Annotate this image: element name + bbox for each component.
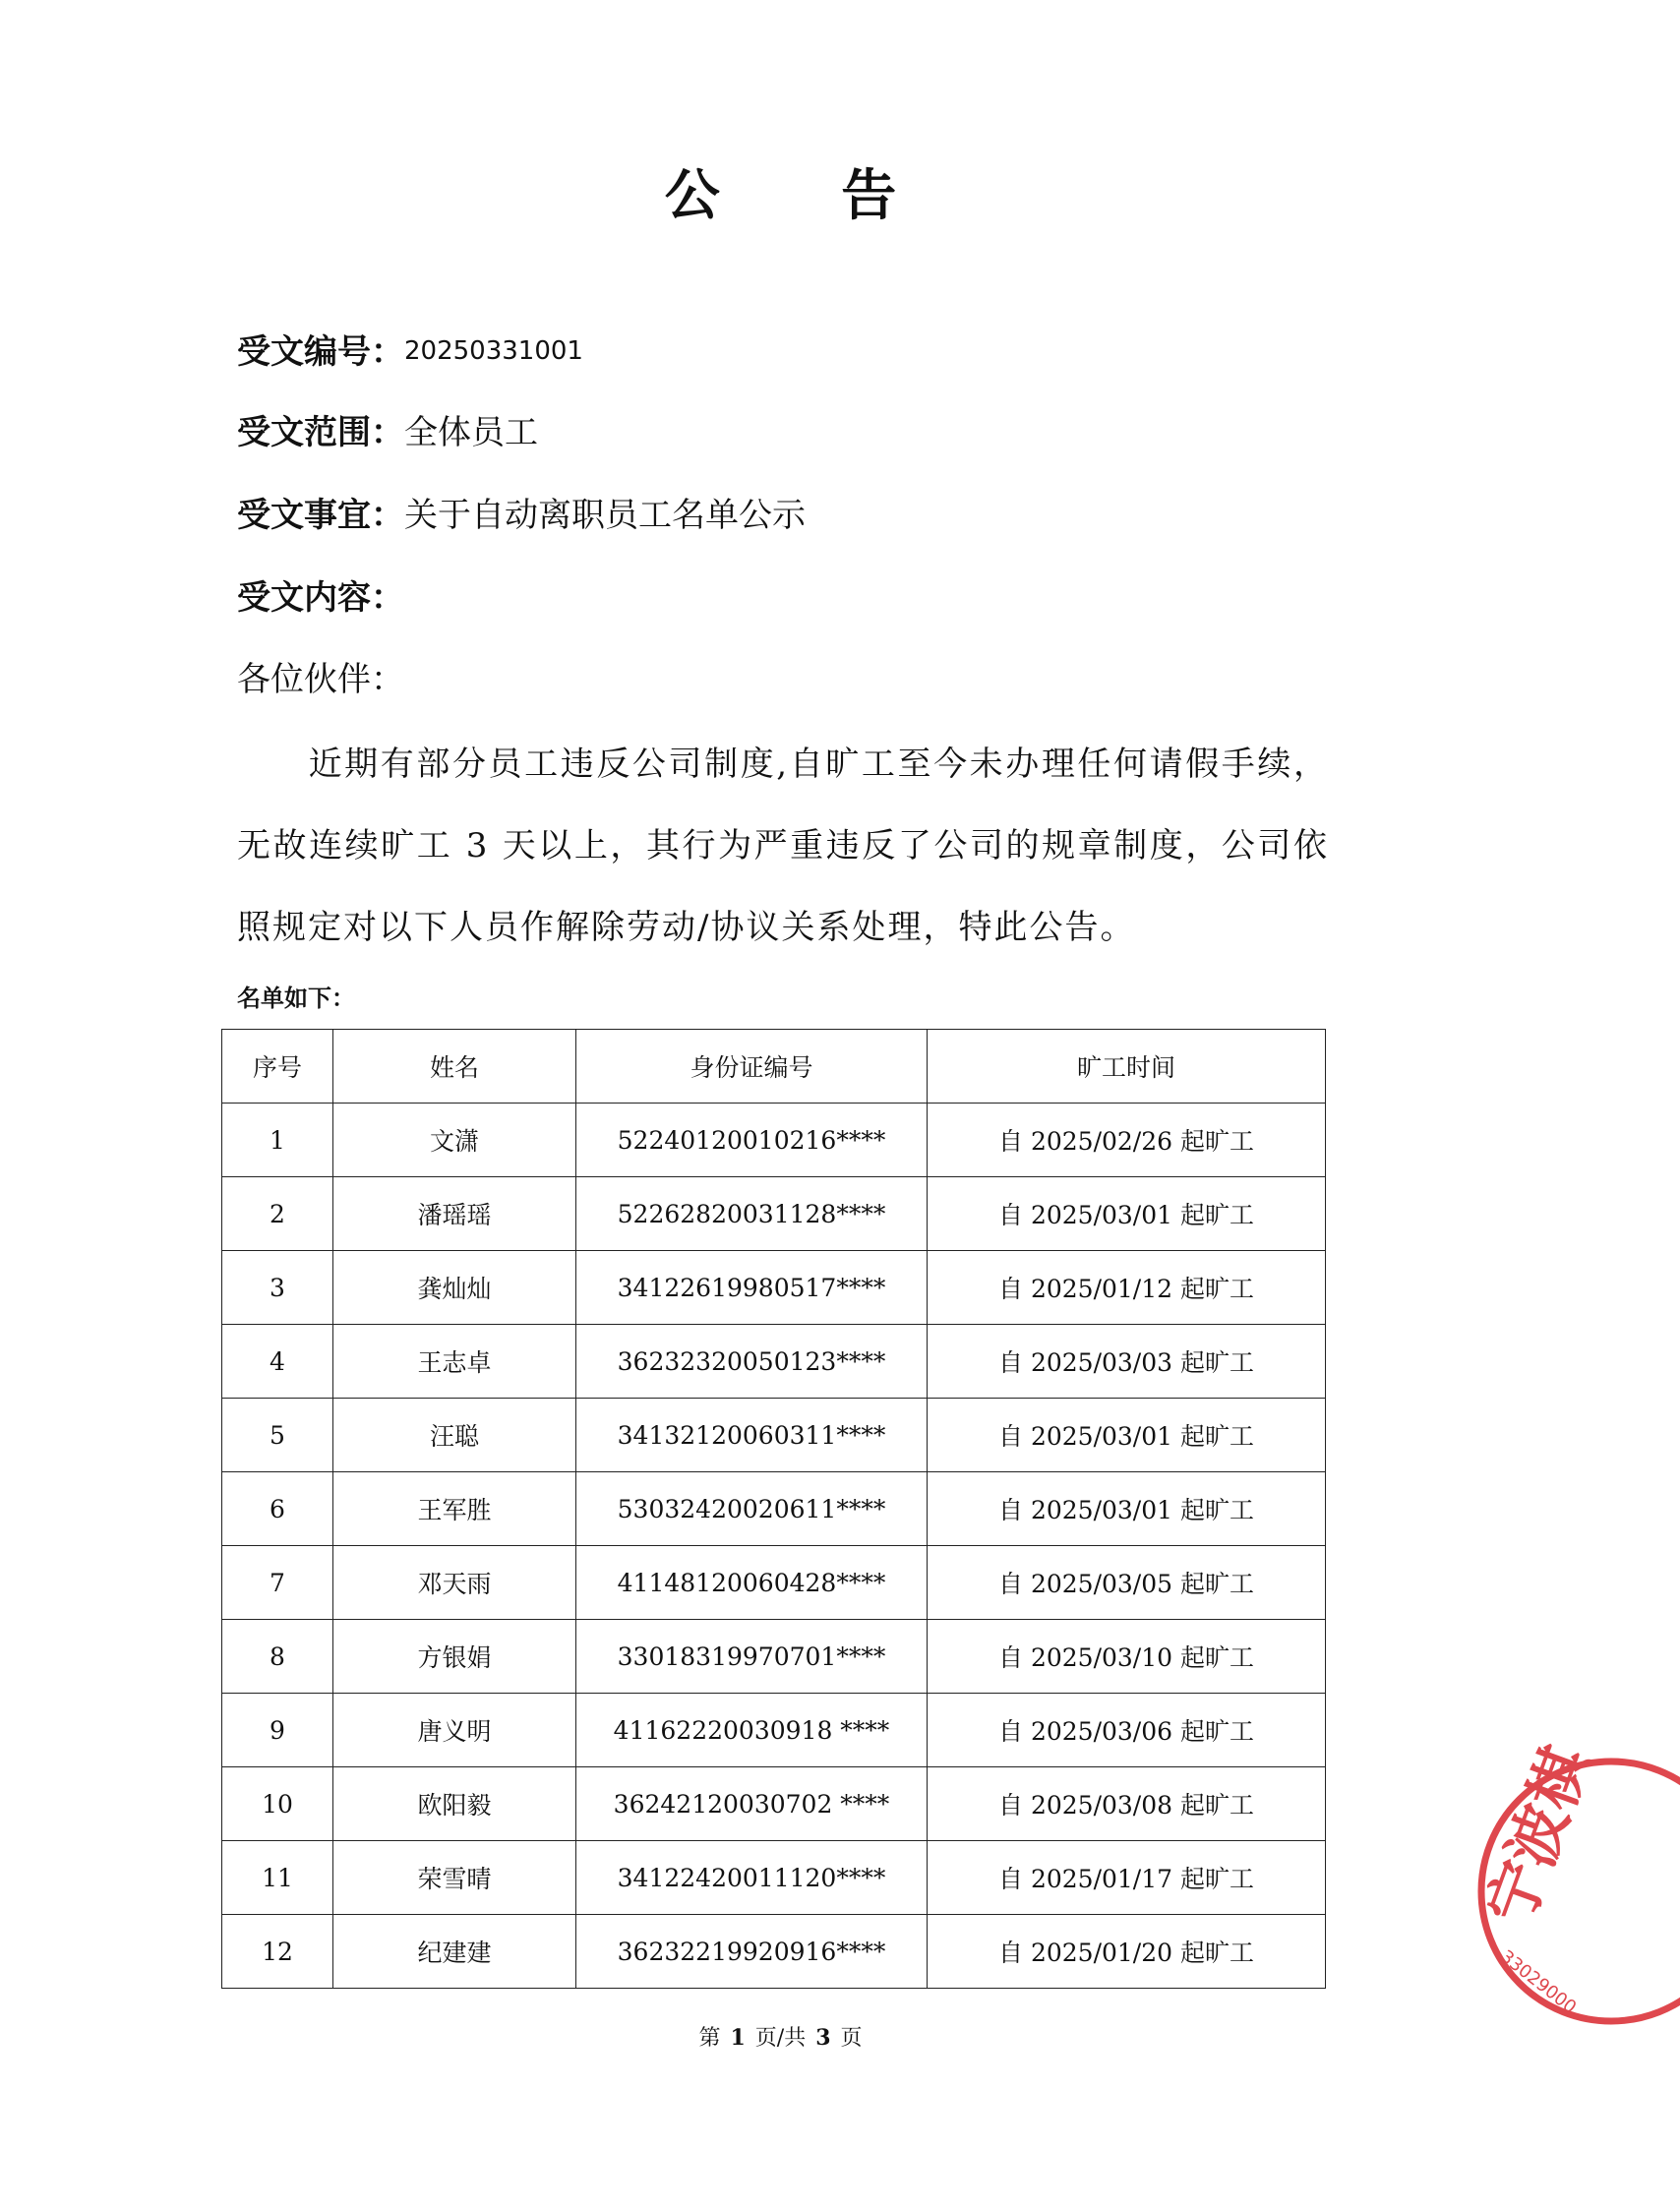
notice-paragraph-text: 近期有部分员工违反公司制度,自旷工至今未办理任何请假手续，无故连续旷工 3 天以上，其行为严重违反了公司的规章制度，公司依照规定对以下人员作解除劳动/协议关系处理，特此公告。 [237, 745, 1329, 947]
table-row [222, 1694, 1326, 1767]
cell-name: 纪建建 [333, 1915, 576, 1989]
content-label: 受文内容： [237, 578, 404, 618]
cell-id: 52240120010216**** [576, 1104, 928, 1177]
cell-id: 34122619980517**** [576, 1251, 928, 1325]
svg-text:宁波棋: 宁波棋 [1472, 1737, 1604, 1934]
subject-line [237, 494, 806, 537]
footer-page-number: 1 [730, 2025, 746, 2051]
cell-date: 自 2025/03/03 起旷工 [928, 1325, 1326, 1399]
cell-no: 9 [222, 1694, 333, 1767]
table-row [222, 1251, 1326, 1325]
company-seal-stamp [1464, 1737, 1680, 2031]
cell-date: 自 2025/01/20 起旷工 [928, 1915, 1326, 1989]
table-row [222, 1620, 1326, 1694]
cell-no: 8 [222, 1620, 333, 1694]
cell-date: 自 2025/03/01 起旷工 [928, 1399, 1326, 1472]
scope-line [237, 411, 538, 454]
footer-suffix: 页 [840, 2026, 863, 2051]
cell-date: 自 2025/01/12 起旷工 [928, 1251, 1326, 1325]
cell-id: 53032420020611**** [576, 1472, 928, 1546]
ref-number-line [237, 329, 583, 374]
cell-id: 36242120030702 **** [576, 1767, 928, 1841]
ref-number-value: 20250331001 [404, 336, 583, 366]
cell-id: 34122420011120**** [576, 1841, 928, 1915]
table-body [222, 1104, 1326, 1989]
cell-date: 自 2025/03/08 起旷工 [928, 1767, 1326, 1841]
cell-id: 36232320050123**** [576, 1325, 928, 1399]
header-no: 序号 [222, 1030, 333, 1104]
cell-name: 汪聪 [333, 1399, 576, 1472]
cell-name: 唐义明 [333, 1694, 576, 1767]
table-row [222, 1767, 1326, 1841]
cell-name: 龚灿灿 [333, 1251, 576, 1325]
cell-date: 自 2025/03/01 起旷工 [928, 1472, 1326, 1546]
cell-name: 欧阳毅 [333, 1767, 576, 1841]
cell-date: 自 2025/03/06 起旷工 [928, 1694, 1326, 1767]
table-row [222, 1546, 1326, 1620]
cell-name: 荣雪晴 [333, 1841, 576, 1915]
dismissal-table [221, 1029, 1326, 1989]
footer-prefix: 第 [698, 2026, 721, 2051]
cell-no: 2 [222, 1177, 333, 1251]
notice-paragraph [237, 724, 1329, 969]
header-date: 旷工时间 [928, 1030, 1326, 1104]
subject-value: 关于自动离职员工名单公示 [404, 496, 806, 535]
scope-value: 全体员工 [404, 413, 538, 452]
scope-label: 受文范围： [237, 413, 404, 452]
footer-total-pages: 3 [815, 2025, 831, 2051]
header-name: 姓名 [333, 1030, 576, 1104]
cell-name: 王军胜 [333, 1472, 576, 1546]
cell-id: 33018319970701**** [576, 1620, 928, 1694]
svg-text:33029000: 33029000 [1496, 1945, 1581, 2018]
cell-name: 潘瑶瑶 [333, 1177, 576, 1251]
page-title: 公 告 [664, 163, 948, 228]
subject-label: 受文事宜： [237, 496, 404, 535]
cell-no: 5 [222, 1399, 333, 1472]
cell-date: 自 2025/03/01 起旷工 [928, 1177, 1326, 1251]
table-row [222, 1915, 1326, 1989]
cell-no: 11 [222, 1841, 333, 1915]
list-caption: 名单如下： [237, 984, 355, 1012]
cell-name: 方银娟 [333, 1620, 576, 1694]
cell-no: 3 [222, 1251, 333, 1325]
table-row [222, 1325, 1326, 1399]
cell-no: 7 [222, 1546, 333, 1620]
page-footer [0, 2021, 1561, 2052]
table-row [222, 1177, 1326, 1251]
cell-id: 52262820031128**** [576, 1177, 928, 1251]
cell-date: 自 2025/01/17 起旷工 [928, 1841, 1326, 1915]
cell-no: 1 [222, 1104, 333, 1177]
cell-name: 文潇 [333, 1104, 576, 1177]
cell-no: 10 [222, 1767, 333, 1841]
footer-middle: 页/共 [754, 2026, 807, 2051]
cell-no: 12 [222, 1915, 333, 1989]
cell-date: 自 2025/03/05 起旷工 [928, 1546, 1326, 1620]
greeting: 各位伙伴： [237, 660, 404, 699]
table-row [222, 1841, 1326, 1915]
table-row [222, 1104, 1326, 1177]
cell-name: 王志卓 [333, 1325, 576, 1399]
content-line [237, 576, 404, 620]
cell-date: 自 2025/03/10 起旷工 [928, 1620, 1326, 1694]
table-row [222, 1472, 1326, 1546]
cell-no: 6 [222, 1472, 333, 1546]
cell-id: 34132120060311**** [576, 1399, 928, 1472]
table-row [222, 1399, 1326, 1472]
cell-name: 邓天雨 [333, 1546, 576, 1620]
cell-no: 4 [222, 1325, 333, 1399]
header-id: 身份证编号 [576, 1030, 928, 1104]
cell-id: 36232219920916**** [576, 1915, 928, 1989]
cell-id: 41162220030918 **** [576, 1694, 928, 1767]
table-header-row [222, 1030, 1326, 1104]
cell-date: 自 2025/02/26 起旷工 [928, 1104, 1326, 1177]
ref-number-label: 受文编号： [237, 332, 404, 372]
cell-id: 41148120060428**** [576, 1546, 928, 1620]
